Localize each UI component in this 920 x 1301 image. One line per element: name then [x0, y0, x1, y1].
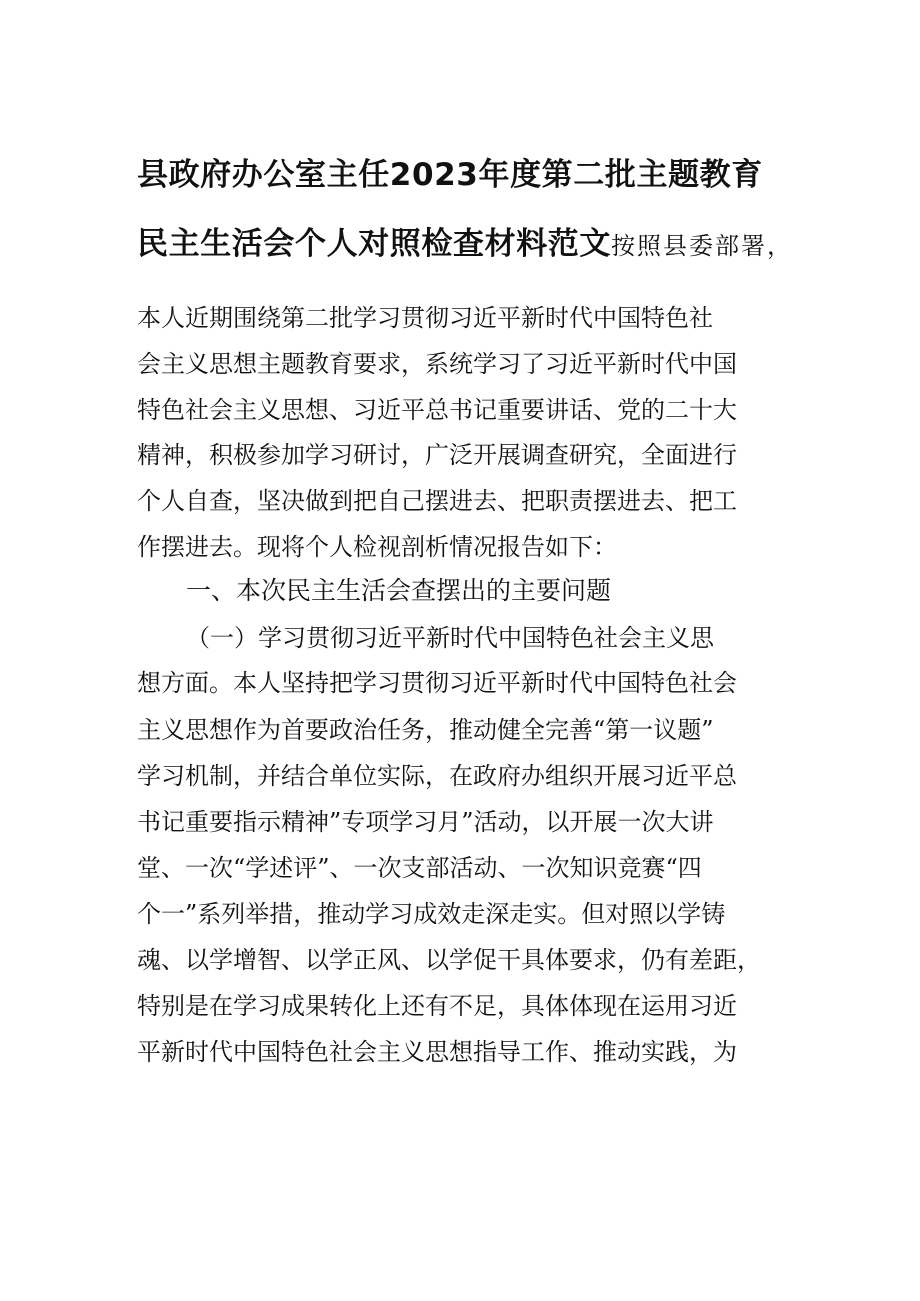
intro-lead-text: 按照县委部署，: [611, 232, 793, 260]
intro-line: 精神，积极参加学习研讨，广泛开展调查研究，全面进行: [137, 441, 737, 469]
title-text: 民主生活会个人对照检查材料范文: [137, 226, 611, 262]
intro-line: 会主义思想主题教育要求，系统学习了习近平新时代中国: [137, 350, 737, 378]
intro-line: 特色社会主义思想、习近平总书记重要讲话、党的二十大: [137, 396, 737, 424]
document-title-line-2: [137, 224, 797, 266]
body-line: 想方面。本人坚持把学习贯彻习近平新时代中国特色社会: [137, 669, 737, 697]
body-line: 魂、以学增智、以学正风、以学促干具体要求，仍有差距，: [137, 946, 761, 974]
document-title-line-1: 县政府办公室主任2023年度第二批主题教育: [137, 157, 763, 193]
section-heading: 一、本次民主生活会查摆出的主要问题: [186, 576, 612, 605]
body-line: 平新时代中国特色社会主义思想指导工作、推动实践，为: [137, 1038, 737, 1066]
body-line: 书记重要指示精神”专项学习月”活动，以开展一次大讲: [137, 808, 714, 836]
body-line: 堂、一次“学述评”、一次支部活动、一次知识竞赛“四: [137, 854, 702, 882]
intro-line: 个人自查，坚决做到把自己摆进去、把职责摆进去、把工: [137, 487, 737, 515]
intro-line: 作摆进去。现将个人检视剖析情况报告如下：: [137, 533, 617, 561]
body-line: （一）学习贯彻习近平新时代中国特色社会主义思: [186, 624, 714, 652]
intro-line: 本人近期围绕第二批学习贯彻习近平新时代中国特色社: [137, 304, 713, 332]
body-line: 特别是在学习成果转化上还有不足，具体体现在运用习近: [137, 992, 737, 1020]
body-line: 主义思想作为首要政治任务，推动健全完善“第一议题”: [137, 716, 714, 744]
body-line: 个一”系列举措，推动学习成效走深走实。但对照以学铸: [137, 900, 726, 928]
body-line: 学习机制，并结合单位实际，在政府办组织开展习近平总: [137, 762, 737, 790]
